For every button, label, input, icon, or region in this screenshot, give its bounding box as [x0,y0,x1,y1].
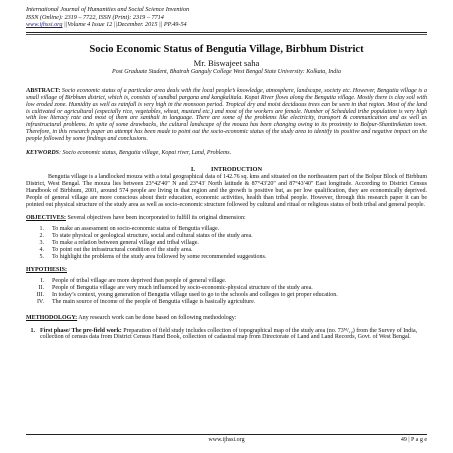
item-number: 3. [39,239,44,246]
item-text: People of tribal village are more deprived than people of general village. [52,277,227,284]
footer-url: www.ijhssi.org [208,437,245,443]
item-number: II. [38,284,44,291]
item-text: To make a relation between general village and tribal village. [52,239,199,246]
keywords-text: : Socio economic status, Bengutia village, Kopai river, Land, Problems. [59,150,232,157]
journal-url-link[interactable]: www.ijhssi.org [26,21,63,29]
objectives-label: OBJECTIVES: [26,214,67,221]
item-body: Preparation of field study includes collection of topographical map of the study area (no. 73ᴹ/₁₂) from the Survey of India, collection of census data from District Census Hand Book, collection of cadastral map from Directorate of Land and Land Records, Govt. of West Bengal. [40,327,418,341]
paper-title: Socio Economic Status of Bengutia Village, Birbhum District [89,43,364,55]
list-item [26,299,427,306]
item-text [40,328,427,342]
objectives-text: Several objectives have been incorporated to fulfill its original dimension: [66,214,246,221]
introduction-text: Bengutia village is a landlocked mouza with a total geographical data of 142.76 sq. kms and situated on the northeastern part of the Bolpur Block of Birbhum District, West Bengal. The mouza lies between 23°42′40″ N and 23°43′ North latitude & 87°43′20″ and 87°43′40″ East longitude. According to District Census Handbook of Birbhum, 2001, around 574 people are living in that region and the growth is positive but, as per low qualification, they are economically deprived. People of general village are more conscious about their education, economic activities, health than tribal people. However, through this research paper it can be pointed out physical structure of the study area as well as socio-economic structure followed by cultural and ritual or religious status of both tribal and general people. [26,174,427,208]
item-text: To point out the infrastructural condition of the study area. [52,246,193,253]
paper-author: Mr. Biswajeet saha [193,57,260,68]
journal-issn: ISSN (Online): 2319 – 7722, ISSN (Print): 2319 – 7714 [26,13,164,21]
journal-volume: ||Volume 4 Issue 12 ||December. 2015 || PP.49-54 [64,21,187,29]
list-item [26,226,427,233]
item-number: III. [36,291,44,298]
list-item [26,247,427,254]
item-text: In today’s context, young generation of Bengutia village used to go to the schools and colleges to get proper education. [52,291,338,298]
methodology-heading [26,315,427,321]
list-item [26,233,427,240]
item-text: The main source of income of the people of Bengutia village is basically agriculture. [52,298,256,305]
hypothesis-list [26,278,427,306]
section-heading-introduction: I. INTRODUCTION [190,166,263,174]
page-footer [26,434,427,443]
methodology-text: Any research work can be done based on following methodology: [77,314,237,321]
hypothesis-heading [26,267,427,273]
abstract-text: Socio economic status of a particular area deals with the local people’s knowledge, atmosphere, landscape, society etc. However, Bengutia village is a small village of Birbhum district, which is, consists of sundbal pargana and kangkalitala. Kopai River flows along the Bengutia village. Mostly there is clay soil with low eroded zone. Humidity as well as rainfall is very high in the monsoon period. Tropical dry and moist deciduous trees can be seen in that region. Most of the land is cultivated or agricultural (especially rice, vegetables, wheat, mustard etc.) and most of the workers are female. Number of Scheduled tribe population is very high with low literacy rate and most of them are santhali in language. There are some of the problems like electricity, transport & communication and as well as infrastructural problems. In spite of some drawbacks, the cultural landscape of the mouza has been changing owing to its proximity to Bolpur-Shantiniketan town. Therefore, in this research paper an attempt has been made to point out the socio-economic status of the study area to identify its positive and negative impact on the people followed by some findings and conclusions. [26,87,427,143]
item-text: People of Bengutia village are very much influenced by socio-economic-physical structure of the study area. [52,284,313,291]
journal-name: International Journal of Humanities and Social Science Invention [26,6,190,13]
page-number: 49 | P a g e [400,437,427,443]
objectives-heading [26,215,427,221]
footer-rule [26,434,427,435]
item-number: 2. [39,232,44,239]
item-number: 5. [39,253,44,260]
list-item [26,278,427,285]
methodology-list [26,328,427,342]
item-number: I. [40,277,44,284]
item-text: To state physical or geological structure, social and cultural status of the study area. [52,232,253,239]
list-item [26,328,427,342]
item-text: To highlight the problems of the study area followed by some recommended suggestions. [52,253,267,260]
methodology-label: METHODOLOGY: [26,314,78,321]
paper-page [26,6,427,341]
hypothesis-label: HYPOTHESIS: [26,266,68,273]
list-item [26,285,427,292]
header-rule-thin [26,34,427,35]
header-rule [26,32,427,33]
introduction-paragraph [26,174,427,209]
journal-header [26,6,427,29]
author-affiliation: Post Graduate Student, Bhatrah Ganguly College West Bengal State University: Kolkata, India [112,68,341,75]
list-item [26,240,427,247]
keywords-label: KEYWORDS [26,150,60,157]
item-number: 4. [39,246,44,253]
keywords [26,150,427,157]
objectives-list [26,226,427,261]
item-bold-lead: First phase/ The pre-field work: [40,327,122,334]
journal-url-line [26,21,427,29]
item-number: 1. [30,327,35,334]
abstract [26,88,427,143]
item-number: 1. [39,225,44,232]
list-item [26,254,427,261]
list-item [26,292,427,299]
item-number: IV. [36,298,44,305]
item-text: To make an assessment on socio-economic status of Bengutia village. [52,225,220,232]
abstract-label: ABSTRACT: [26,87,61,94]
